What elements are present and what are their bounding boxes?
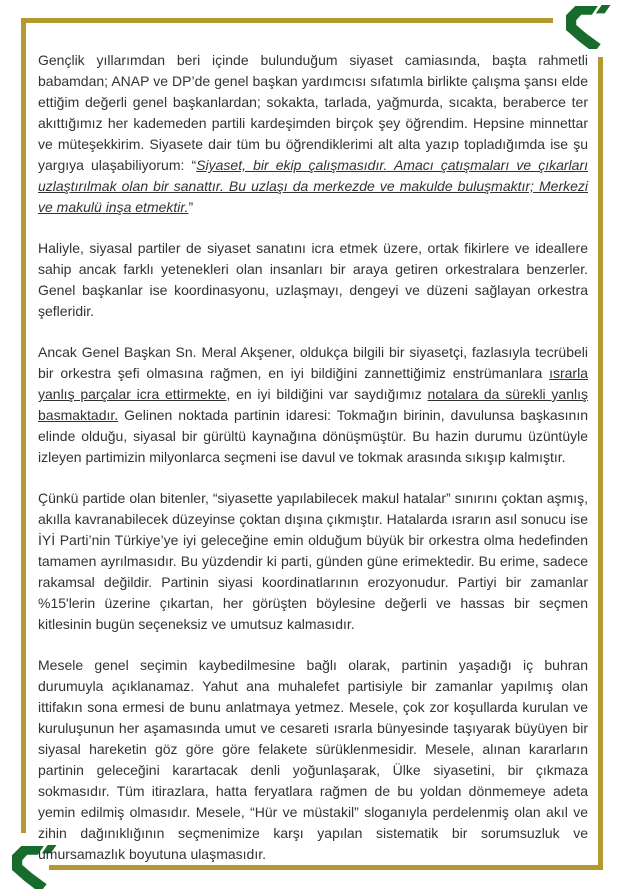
angular-c-brand-logo-icon [559, 5, 617, 50]
text-run: Çünkü partide olan bitenler, “siyasette yapılabilecek makul hatalar” sınırını çoktan aşmış, akılla kavranabilecek düzeyinse çoktan dışına çıkmıştır. Hatalarda ısrarın asıl sonucu ise İYİ Parti’nin Türkiye’ye iyi geleceğine emin olduğum büyük bir orkestra olma hedefinden tamamen ayrılmasıdır. Bu yüzdendir ki parti, günden güne erimektedir. Bu erime, sadece rakamsal değildir. Partinin siyasi koordinatlarının erozyonudur. Partiyi bir zamanlar %15'lerin üzerine çıkartan, her görüşten böylesine değerli ve hassas bir seçmen kitlesinin bugün seçeneksiz ve umutsuz kalmasıdır. [38, 490, 588, 632]
text-run: Gelinen noktada partinin idaresi: Tokmağın birinin, davulunsa başkasının elinde olduğu, siyasal bir gürültü kaynağına dönüşmüştür. Bu hazin durumu üzüntüyle izleyen partimizin milyonlarca seçmeni ise davul ve tokmak arasında sıkışıp kalmıştır. [38, 407, 588, 465]
paragraph-orchestra-metaphor [38, 238, 588, 322]
text-run-underline: notalara da sürekli yanlış basmaktadır. [38, 386, 588, 423]
text-run-underline: ısrarla yanlış parçalar icra ettirmekte [38, 365, 588, 402]
text-run-quote-italic-underline: Siyaset, bir ekip çalışmasıdır. Amacı çatışmaları ve çıkarları uzlaştırılmak olan bir sanattır. Bu uzlaşı da merkezde ve makulde buluşmaktır; Merkezi ve makulü inşa etmektir. [38, 157, 588, 215]
paragraph-party-erosion [38, 488, 588, 635]
text-run: Gençlik yıllarımdan beri içinde bulunduğum siyaset camiasında, başta rahmetli babamdan; ANAP ve DP’de genel başkan yardımcısı sıfatımla birlikte çalışma şansı elde ettiğim değerli genel başkanlardan; sokakta, tarlada, yağmurda, sıcakta, beraberce ter akıttığımız her kademeden partili kardeşimden birçok şey öğrendim. Hepsine minnettar ve müteşekkirim. Siyasete dair tüm bu öğrendiklerimi alt alta yazıp topladığımda ise şu yargıya ulaşabiliyorum: “ [38, 52, 588, 173]
text-run: ” [188, 199, 194, 215]
letter-body [38, 50, 588, 865]
frame-border-left [21, 18, 26, 833]
text-run: Ancak Genel Başkan Sn. Meral Akşener, oldukça bilgili bir siyasetçi, fazlasıyla tecrübeli bir orkestra şefi olmasına rağmen, en iyi bildiğini zannettiğimiz enstrümanlara [38, 344, 588, 381]
text-run: Mesele genel seçimin kaybedilmesine bağlı olarak, partinin yaşadığı iç buhran durumuyla açıklanamaz. Yahut ana muhalefet partisiyle bir zamanlar yapılmış olan ittifakın sona ermesi de bunu anlatmaya yetmez. Mesele, çok zor koşullarda kurulan ve kuruluşunun her aşamasında umut ve cesareti ısrarla bünyesinde taşıyarak büyüyen bir siyasal hareketin göz göre göre felakete sürüklenmesidir. Mesele, alınan kararların partinin geleceğini karartacak denli yoğunlaşarak, Ülke siyasetini, bir çıkmaza sokmasıdır. Tüm itirazlara, hatta feryatlara rağmen de bu yoldan dönmemeye adeta yemin edilmiş olmasıdır. Mesele, “Hür ve müstakil” sloganıyla perdelenmiş olan akıl ve zihin dağınıklığının seçmenimize karşı yapılan sistematik bir sorumsuzluk ve umursamazlık boyutuna ulaşmasıdır. [38, 657, 588, 862]
paragraph-criticism-of-leader [38, 342, 588, 468]
paragraph-lessons-learned [38, 50, 588, 218]
frame-border-bottom [49, 865, 603, 870]
frame-border-top [21, 18, 553, 23]
text-run: Haliyle, siyasal partiler de siyaset sanatını icra etmek üzere, ortak fikirlere ve ideallere sahip ancak farklı yetenekleri olan insanları bir araya getiren orkestralara benzerler. Genel başkanlar ise koordinasyonu, uzlaşmayı, dengeyi ve düzeni sağlayan orkestra şefleridir. [38, 240, 588, 319]
text-run: , en iyi bildiğini var saydığımız [226, 386, 428, 402]
frame-border-right [598, 57, 603, 870]
paragraph-core-issue [38, 655, 588, 865]
